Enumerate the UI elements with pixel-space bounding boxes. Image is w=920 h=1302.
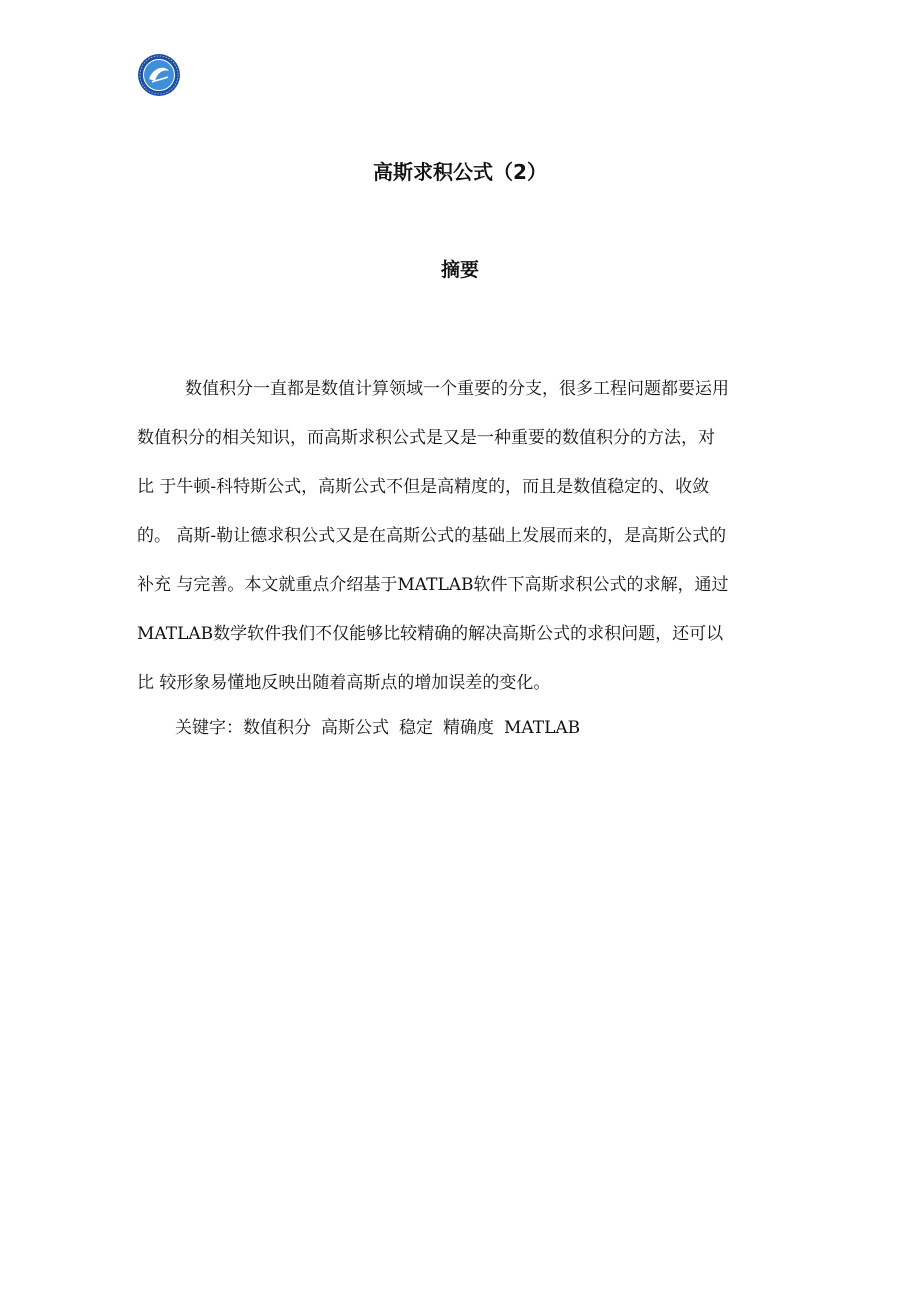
keywords-label: 关键字：	[175, 718, 243, 738]
abstract-heading: 摘要	[440, 259, 479, 281]
keyword: MATLAB	[504, 718, 581, 738]
abstract-line: 的。 高斯-勒让德求积公式又是在高斯公式的基础上发展而来的，是高斯公式的	[137, 526, 727, 546]
keyword: 精确度	[443, 718, 494, 738]
keyword: 稳定	[399, 718, 433, 738]
abstract-line: 比 较形象易懂地反映出随着高斯点的增加误差的变化。	[137, 673, 551, 693]
keyword: 数值积分	[243, 718, 311, 738]
abstract-line: 比 于牛顿-科特斯公式，高斯公式不但是高精度的，而且是数值稳定的、收敛	[137, 477, 710, 497]
keyword: 高斯公式	[321, 718, 389, 738]
university-seal-icon	[137, 53, 181, 97]
abstract-body	[137, 373, 797, 716]
abstract-line: 补充 与完善。本文就重点介绍基于MATLAB软件下高斯求积公式的求解，通过	[137, 575, 729, 595]
abstract-line: 数值积分一直都是数值计算领域一个重要的分支，很多工程问题都要运用	[185, 379, 729, 399]
abstract-line: MATLAB数学软件我们不仅能够比较精确的解决高斯公式的求积问题，还可以	[137, 624, 724, 644]
abstract-line: 数值积分的相关知识，而高斯求积公式是又是一种重要的数值积分的方法，对	[137, 428, 715, 448]
keywords-line	[175, 712, 580, 744]
document-title: 高斯求积公式（2）	[373, 160, 547, 184]
